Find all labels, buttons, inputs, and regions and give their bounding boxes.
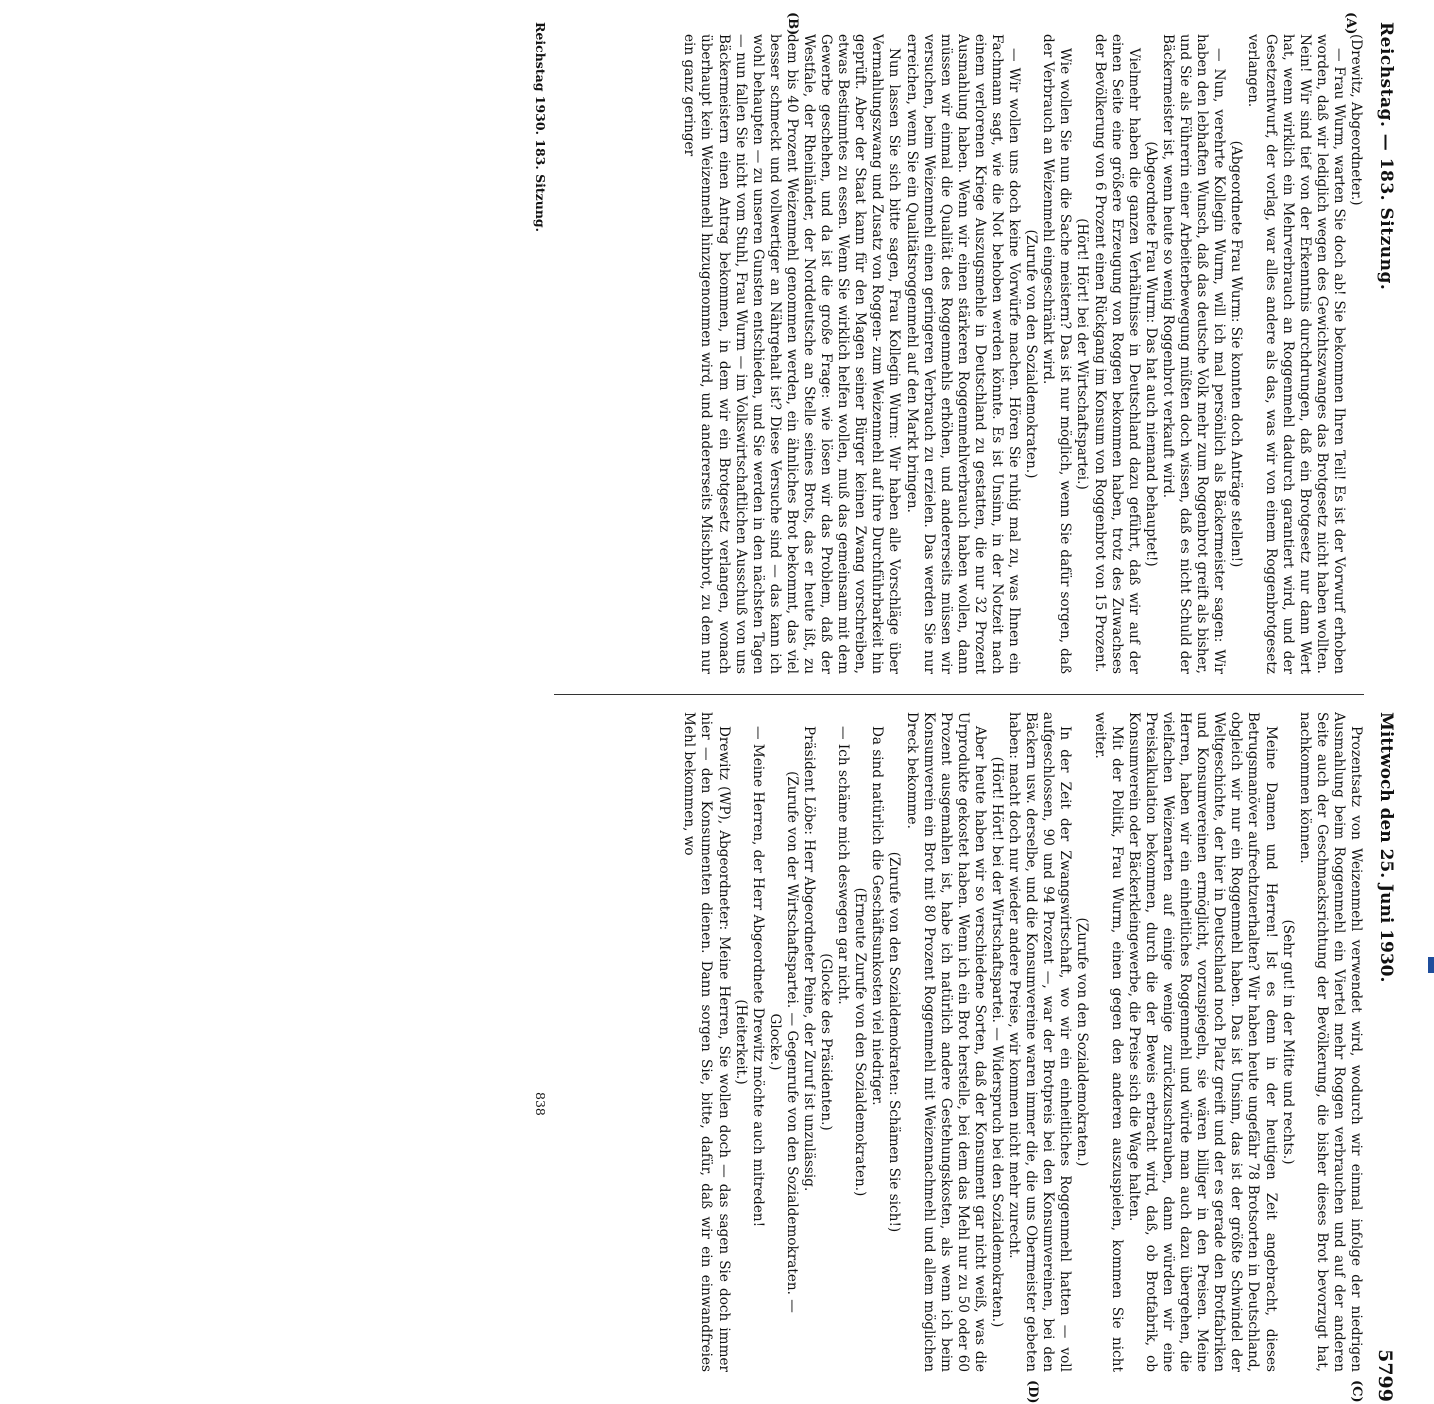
interjection: (Zurufe von den Sozialdemokraten.) [1074, 917, 1091, 1167]
interjection: (Heiterkeit.) [732, 999, 749, 1085]
interjection: (Abgeordnete Frau Wurm: Sie konnten doch Anträge stellen!) [1228, 140, 1245, 568]
right-column [554, 712, 1364, 1372]
dfg-logo [1428, 957, 1434, 973]
digitization-note [1418, 8, 1434, 992]
paragraph: Meine Damen und Herren! Ist es denn in der heutigen Zeit angebracht, dieses Betrugsmanöver aufrechtzuerhalten? Wir haben heute ungefähr 78 Brotsorten in Deutschland, obgleich wir nur ein Roggenmehl haben. Das ist Unsinn, das ist der größte Schwindel der Weltgeschichte, der hier in Deutschland noch Platz greift und der es gerade den Brotfabriken und Konsumvereinen ermöglicht, vorzuspiegeln, sie wären billiger in den Preisen. Meine Herren, haben wir ein einheitliches Roggenmehl und würde man auch dazu übergehen, die vielfachen Weizenarten auf einige wenige zurückzuschrauben, dann würden wir eine Preiskalkulation bekommen, durch die der Beweis erbracht wird, daß, ob Brotfabrik, ob Konsumverein oder Bäckerkleingewerbe, die Preise sich die Wage halten. [1125, 712, 1279, 1372]
interjection: (Hört! Hört! bei der Wirtschaftspartei. — Widerspruch bei den Sozialdemokraten.) [989, 756, 1006, 1328]
footer-sheet-number: 838 [533, 1092, 548, 1116]
paragraph: — Wir wollen uns doch keine Vorwürfe machen. Hören Sie ruhig mal zu, was Ihnen ein Fachmann sagt, wie die Not behoben werden könnte. Es ist Unsinn, in der Notzeit nach einem verlorenen Kriege Auszugsmehle in Deutschland zu gestatten, die nur 32 Prozent Ausmahlung haben. Wenn wir einen stärkeren Roggenmehlverbrauch haben wollen, dann müssen wir einmal die Qualität des Roggenmehls erhöhen, und andererseits müssen wir versuchen, beim Weizenmehl einen geringeren Verbrauch zu erzielen. Das werden Sie nur erreichen, wenn Sie ein Qualitätsroggenmehl auf den Markt bringen. [903, 34, 1023, 674]
header-session: Reichstag. — 183. Sitzung. [1376, 22, 1396, 291]
page-header [1370, 12, 1400, 1402]
paragraph: — Ich schäme mich deswegen gar nicht. [835, 726, 852, 1005]
paragraph: — Meine Herren, der Herr Abgeordnete Drewitz möchte auch mitreden! [749, 726, 766, 1228]
header-date: Mittwoch den 25. Juni 1930. [1376, 712, 1396, 983]
page-number: 5799 [1374, 1349, 1396, 1402]
interjection: (Zurufe von den Sozialdemokraten: Schämen Sie sich!) [886, 851, 903, 1233]
interjection: (Zurufe von den Sozialdemokraten.) [1023, 229, 1040, 479]
margin-letter-d: (D) [1025, 1380, 1040, 1404]
paragraph: Aber heute haben wir so verschiedene Sorten, daß der Konsument gar nicht weiß, was die Urprodukte gekostet haben. Wenn ich ein Brot herstelle, bei dem das Mehl nur zu 50 oder 60 Prozent ausgemahlen ist, habe ich natürlich andere Gestehungskosten, als wenn ich beim Konsumverein ein Brot mit 80 Prozent Roggenmehl mit Weizennachmehl und allem möglichen Dreck bekomme. [903, 712, 988, 1372]
margin-letter-a: (A) [1343, 12, 1358, 35]
document-page [500, 12, 1400, 1402]
paragraph: Wie wollen Sie nun die Sache meistern? Das ist nur möglich, wenn Sie dafür sorgen, daß der Verbrauch an Weizenmehl eingeschränkt wird. [1040, 34, 1074, 674]
paragraph: In der Zeit der Zwangswirtschaft, wo wir ein einheitliches Roggenmehl hatten — voll aufgeschlossen, 90 und 94 Prozent —, war der Brotpreis bei den Konsumvereinen, bei den Bäckern usw. derselbe, und die Konsumvereine waren immer die, die uns Obermeister gebeten haben: macht doch nur wieder andere Preise, wir kommen nicht mehr zurecht. [1006, 712, 1074, 1372]
interjection: (Glocke des Präsidenten.) [818, 953, 835, 1131]
paragraph: — Frau Wurm, warten Sie doch ab! Sie bekommen Ihren Teil! Es ist der Vorwurf erhoben worden, daß wir lediglich wegen des Gewichtszwanges das Brotgesetz nicht haben wollten. Nein! Wir sind tief von der Erkenntnis durchdrungen, daß ein Brotgesetz nur dann Wert hat, wenn wirklich ein Mehrverbrauch an Roggenmehl dadurch garantiert wird, und der Gesetzentwurf, der vorlag, war alles andere als das, was wir von einem Roggenbrotgesetz verlangen. [1245, 34, 1347, 674]
paragraph: Drewitz (WP), Abgeordneter: Meine Herren, Sie wollen doch — das sagen Sie doch immer hier — den Konsumenten dienen. Dann sorgen Sie, bitte, dafür, daß wir ein einwandfreies Mehl bekommen, wo [681, 712, 732, 1372]
footer-session: Reichstag 1930. 183. Sitzung. [533, 22, 548, 232]
paragraph: Präsident Löbe: Herr Abgeordneter Peine, der Zuruf ist unzulässig. [801, 726, 817, 1192]
left-column [554, 34, 1364, 674]
paragraph: Vielmehr haben die ganzen Verhältnisse in Deutschland dazu geführt, daß wir auf der einen Seite eine größere Erzeugung von Roggen bekommen haben, trotz des Zuwachses der Bevölkerung von 6 Prozent einen Rückgang im Konsum von Roggenbrot von 15 Prozent. [1091, 34, 1142, 674]
paragraph: Da sind natürlich die Geschäftsunkosten viel niedriger. [869, 726, 886, 1106]
paragraph: Prozentsatz von Weizenmehl verwendet wird, wodurch wir einmal infolge der niedrigen Ausmahlung beim Roggenmehl ein Viertel mehr Roggen verbrauchen und auf der anderen Seite auch der Geschmacksrichtung der Bevölkerung, die bisher dieses Brot bevorzugt hat, nachkommen können. [1296, 712, 1364, 1372]
margin-letter-c: (C) [1349, 1380, 1364, 1403]
interjection: (Erneute Zurufe von den Sozialdemokraten.) [852, 887, 869, 1197]
interjection: (Sehr gut! in der Mitte und rechts.) [1279, 919, 1296, 1165]
interjection: (Zurufe von der Wirtschaftspartei. — Gegenrufe von den Sozialdemokraten. — Glocke.) [766, 771, 800, 1313]
paragraph: (Drewitz, Abgeordneter.) [1348, 34, 1364, 206]
paragraph: Nun lassen Sie sich bitte sagen, Frau Kollegin Wurm: Wir haben alle Vorschläge über Vermahlungszwang und Zusatz von Roggen- zum Weizenmehl auf ihre Durchführbarkeit hin geprüft. Aber der Staat kann für den Magen seiner Bürger keinen Zwang vorschreiben, etwas Bestimmtes zu essen. Wenn Sie wirklich helfen wollen, muß das gemeinsam mit dem Gewerbe geschehen, und da ist die große Frage: wie lösen wir das Problem, daß der Westfale, der Rheinländer, der Norddeutsche an Stelle seines Brots, das er heute ißt, zu dem bis 40 Prozent Weizenmehl genommen werden, ein ähnliches Brot bekommt, das viel besser schmeckt und vollwertiger an Nährgehalt ist? Diese Versuche sind — das kann ich wohl behaupten — zu unseren Gunsten entschieden, und Sie werden in den nächsten Tagen — nun fallen Sie nicht vom Stuhl, Frau Wurm — im Volkswirtschaftlichen Ausschuß von uns Bäckermeistern einen Antrag bekommen, in dem wir ein Brotgesetz verlangen, wonach überhaupt kein Weizenmehl hinzugenommen wird, und andererseits Mischbrot, zu dem nur ein ganz geringer [681, 34, 903, 674]
column-divider [554, 694, 1364, 695]
interjection: (Hört! Hört! bei der Wirtschaftspartei.) [1074, 218, 1091, 490]
paragraph: — Nun, verehrte Kollegin Wurm, will ich mal persönlich als Bäckermeister sagen: Wir haben den lebhaften Wunsch, daß das deutsche Volk mehr zum Roggenbrot greift als bisher, und Sie als Führerin einer Arbeiterbewegung müßten doch wissen, daß es nicht Schuld der Bäckermeister ist, wenn heute so wenig Roggenbrot verkauft wird. [1159, 34, 1228, 674]
margin-letter-b: (B) [785, 12, 800, 36]
paragraph: Mit der Politik, Frau Wurm, einen gegen den anderen auszuspielen, kommen Sie nicht weiter. [1091, 712, 1125, 1372]
interjection: (Abgeordnete Frau Wurm: Das hat auch niemand behauptet!) [1142, 141, 1159, 567]
